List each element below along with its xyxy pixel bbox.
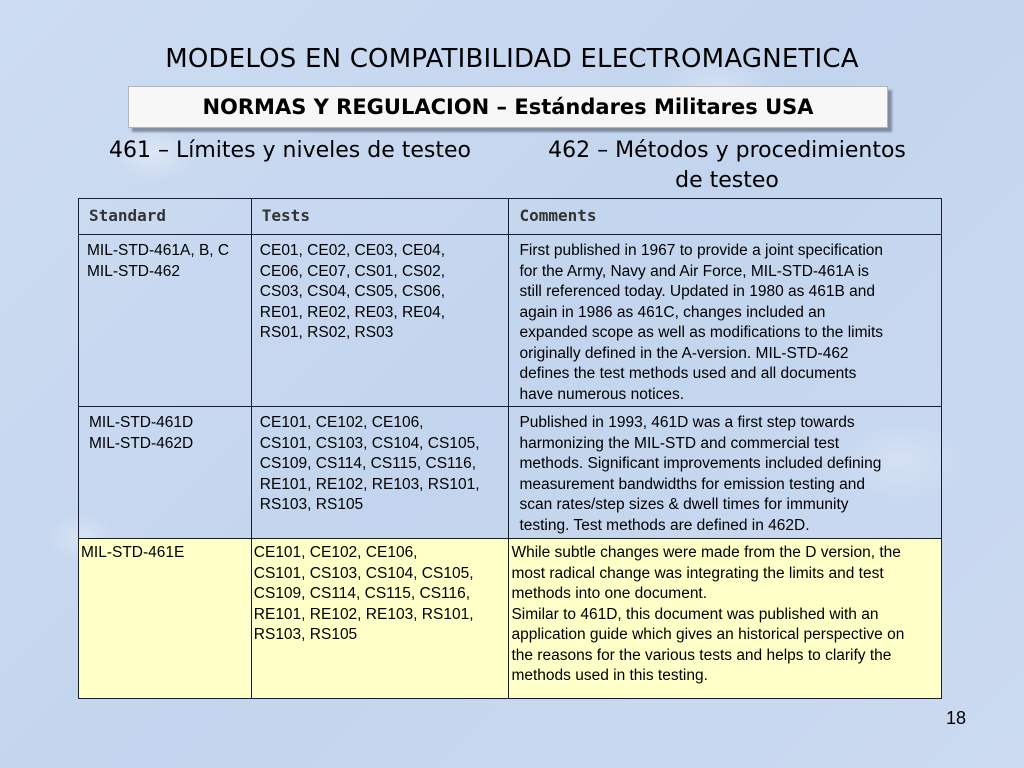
tests-line: RE101, RE102, RE103, RS101, [253, 605, 474, 623]
tests-line: RS01, RS02, RS03 [259, 324, 394, 341]
comments-line: scan rates/step sizes & dwell times for immunity [519, 496, 849, 513]
cell-comments [509, 539, 942, 699]
comments-line: for the Army, Navy and Air Force, MIL-STD-461A is [519, 262, 869, 280]
comments-line: methods. Significant improvements included defining [519, 455, 882, 472]
comments-line: expanded scope as well as modifications to the limits [519, 324, 884, 341]
comments-line: again in 1986 as 461C, changes included an [519, 303, 826, 321]
page-number: 18 [945, 708, 966, 728]
comments-line: have numerous notices. [519, 385, 685, 403]
subtitle-461: 461 – Límites y niveles de testeo [109, 138, 471, 163]
standard-line: MIL-STD-461E [81, 544, 185, 561]
header-standard: Standard [79, 199, 252, 235]
tests-line: CS101, CS103, CS104, CS105, [259, 434, 480, 452]
comments-line: application guide which gives an historical perspective on [511, 626, 905, 643]
banner-text: NORMAS Y REGULACION – Estándares Militares USA [202, 95, 814, 119]
standards-table [78, 198, 942, 699]
tests-line: RS103, RS105 [259, 496, 364, 513]
comments-line: Similar to 461D, this document was published with an [511, 605, 879, 623]
table-row [79, 539, 942, 699]
cell-standard [79, 539, 252, 699]
tests-line: CS03, CS04, CS05, CS06, [259, 283, 446, 300]
cell-comments [509, 235, 942, 407]
comments-line: testing. Test methods are defined in 462D. [519, 516, 810, 534]
tests-line: CE101, CE102, CE106, [259, 414, 424, 431]
comments-line: While subtle changes were made from the D version, the [511, 544, 901, 561]
tests-line: RE01, RE02, RE03, RE04, [259, 303, 446, 321]
subtitle-462-line-1: 462 – Métodos y procedimientos [548, 138, 906, 163]
cell-tests [251, 235, 509, 407]
cell-tests [251, 539, 509, 699]
tests-line: RS103, RS105 [253, 626, 358, 643]
cell-comments [509, 407, 942, 539]
subtitle-462-line-2: de testeo [675, 168, 779, 193]
comments-line: methods used in this testing. [511, 667, 708, 684]
section-banner [128, 86, 888, 128]
tests-line: RE101, RE102, RE103, RS101, [259, 475, 480, 493]
tests-line: CE101, CE102, CE106, [253, 544, 418, 561]
header-comments: Comments [509, 199, 942, 235]
comments-line: the reasons for the various tests and helps to clarify the [511, 646, 892, 664]
table-row [79, 407, 942, 539]
table-row [79, 235, 942, 407]
tests-line: CE01, CE02, CE03, CE04, [259, 242, 446, 259]
comments-line: defines the test methods used and all documents [519, 365, 857, 382]
slide-title: MODELOS EN COMPATIBILIDAD ELECTROMAGNETICA [165, 44, 859, 74]
comments-line: originally defined in the A-version. MIL-STD-462 [519, 344, 849, 362]
header-tests: Tests [251, 199, 509, 235]
tests-line: CS109, CS114, CS115, CS116, [259, 455, 477, 472]
tests-line: CE06, CE07, CS01, CS02, [259, 262, 446, 280]
cell-standard [79, 235, 252, 407]
comments-line: First published in 1967 to provide a joint specification [519, 242, 884, 259]
cell-tests [251, 407, 509, 539]
table-header-row [79, 199, 942, 235]
subtitle-462 [522, 136, 932, 196]
comments-line: Published in 1993, 461D was a first step towards [519, 414, 855, 431]
comments-line: harmonizing the MIL-STD and commercial test [519, 434, 840, 452]
tests-line: CS101, CS103, CS104, CS105, [253, 564, 474, 582]
comments-line: methods into one document. [511, 585, 708, 602]
tests-line: CS109, CS114, CS115, CS116, [253, 585, 471, 602]
standard-line: MIL-STD-462 [87, 262, 181, 280]
comments-line: most radical change was integrating the limits and test [511, 564, 884, 582]
standard-line: MIL-STD-461A, B, C [87, 242, 230, 259]
standard-line: MIL-STD-462D [89, 434, 194, 452]
comments-line: measurement bandwidths for emission testing and [519, 475, 865, 493]
standard-line: MIL-STD-461D [89, 414, 194, 431]
comments-line: still referenced today. Updated in 1980 as 461B and [519, 283, 876, 300]
cell-standard [79, 407, 252, 539]
